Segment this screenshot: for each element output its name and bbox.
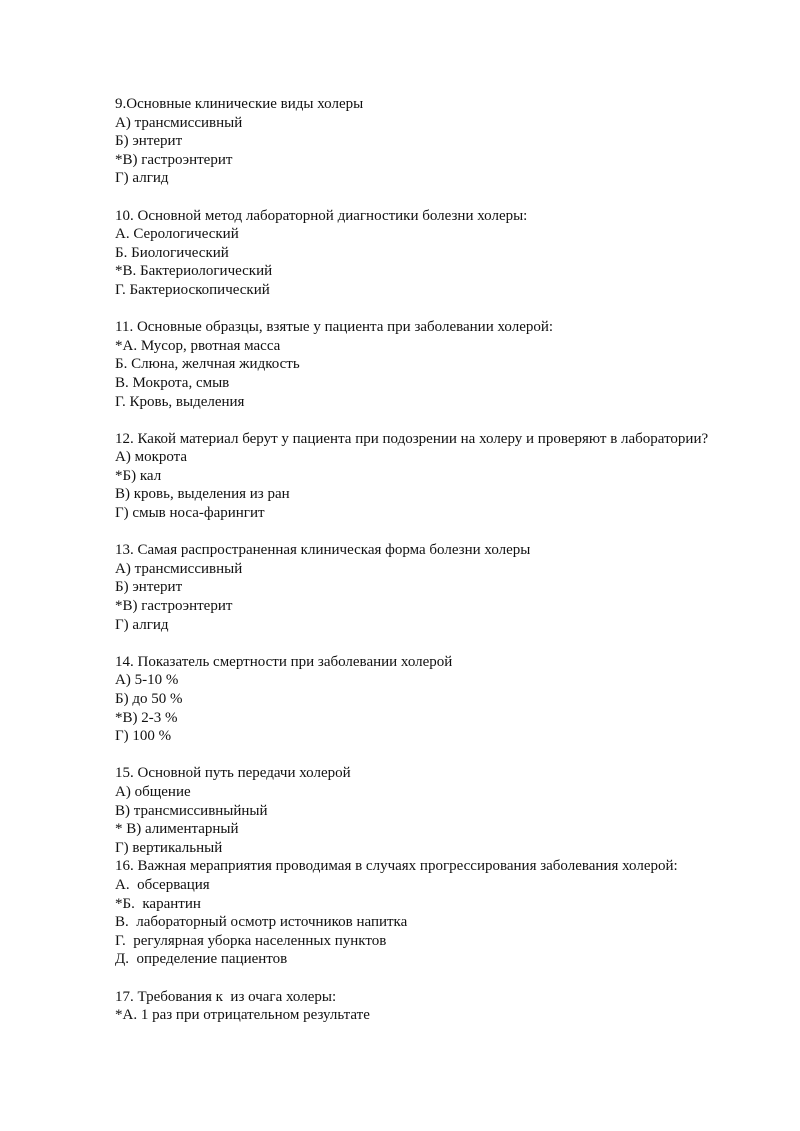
question-text: 11. Основные образцы, взятые у пациента при заболевании холерой: (115, 319, 554, 336)
answer-option: В) кровь, выделения из ран (115, 486, 290, 503)
spacer (115, 634, 742, 653)
question-block (115, 95, 742, 188)
question-block (115, 764, 742, 857)
answer-option: Г. Бактериоскопический (115, 281, 270, 298)
answer-option: Б. Слюна, желчная жидкость (115, 356, 300, 373)
spacer (115, 188, 742, 207)
question-block (115, 541, 742, 634)
answer-option: Б) энтерит (115, 579, 183, 596)
answer-option: А. Серологический (115, 226, 239, 243)
answer-option: Г) вертикальный (115, 839, 223, 856)
answer-option: Г) смыв носа-фарингит (115, 505, 265, 522)
answer-option: В. Мокрота, смыв (115, 374, 230, 391)
answer-option: Г) алгид (115, 616, 169, 633)
question-block (115, 430, 742, 523)
answer-option: А) трансмиссивный (115, 114, 243, 131)
document-page (115, 95, 742, 1025)
answer-option: А) мокрота (115, 449, 188, 466)
answer-option: Г) алгид (115, 170, 169, 187)
question-block (115, 207, 742, 300)
answer-option-correct: *В) 2-3 % (115, 709, 178, 726)
answer-option: Д. определение пациентов (115, 951, 288, 968)
answer-option: В. лабораторный осмотр источников напитка (115, 914, 408, 931)
answer-option-correct: *Б) кал (115, 467, 162, 484)
answer-option: Б. Биологический (115, 244, 229, 261)
answer-option-correct: *Б. карантин (115, 895, 201, 912)
answer-option: А) трансмиссивный (115, 560, 243, 577)
answer-option-correct: *В) гастроэнтерит (115, 151, 233, 168)
answer-option-correct: *В. Бактериологический (115, 263, 273, 280)
answer-option: Б) энтерит (115, 133, 183, 150)
question-text: 9.Основные клинические виды холеры (115, 96, 364, 112)
question-text: 14. Показатель смертности при заболевании холерой (115, 653, 453, 670)
spacer (115, 969, 742, 988)
spacer (115, 300, 742, 319)
question-text: 12. Какой материал берут у пациента при подозрении на холеру и проверяют в лаборатории? (115, 430, 709, 447)
answer-option: А. обсервация (115, 876, 210, 893)
question-block (115, 318, 742, 411)
question-text: 17. Требования к из очага холеры: (115, 988, 337, 1005)
answer-option: Г. Кровь, выделения (115, 393, 245, 410)
answer-option-correct: *А. Мусор, рвотная масса (115, 337, 281, 354)
answer-option: Г. регулярная уборка населенных пунктов (115, 932, 387, 949)
answer-option-correct: *В) гастроэнтерит (115, 598, 233, 615)
spacer (115, 411, 742, 430)
answer-option: Б) до 50 % (115, 691, 183, 707)
answer-option-correct: * В) алиментарный (115, 821, 239, 838)
answer-option: Г) 100 % (115, 728, 172, 745)
answer-option: А) общение (115, 783, 191, 800)
question-text: 16. Важная мераприятия проводимая в случаях прогрессирования заболевания холерой: (115, 858, 678, 875)
question-text: 13. Самая распространенная клиническая форма болезни холеры (115, 542, 531, 559)
answer-option: В) трансмиссивныйный (115, 802, 268, 819)
answer-option-correct: *А. 1 раз при отрицательном результате (115, 1007, 370, 1024)
question-block (115, 857, 742, 969)
answer-option: А) 5-10 % (115, 672, 179, 689)
question-block (115, 653, 742, 746)
question-text: 10. Основной метод лабораторной диагностики болезни холеры: (115, 207, 528, 224)
question-text: 15. Основной путь передачи холерой (115, 765, 351, 782)
question-block (115, 988, 742, 1025)
spacer (115, 523, 742, 542)
spacer (115, 746, 742, 765)
